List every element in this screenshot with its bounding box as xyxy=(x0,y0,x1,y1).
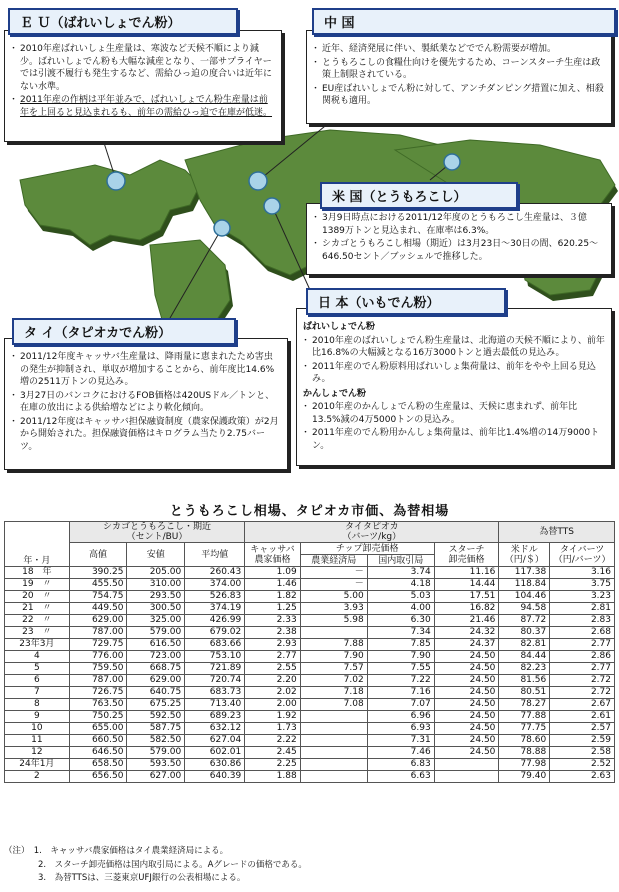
table-cell: 24.50 xyxy=(434,651,499,663)
table-cell: 723.00 xyxy=(127,651,185,663)
table-cell: 646.50 xyxy=(69,747,127,759)
table-row xyxy=(5,651,615,663)
table-cell: 117.38 xyxy=(499,567,550,579)
thai-box xyxy=(4,338,288,470)
table-cell: 660.50 xyxy=(69,735,127,747)
table-cell: 3.93 xyxy=(300,603,367,615)
table-cell: 7.90 xyxy=(300,651,367,663)
table-cell: 80.37 xyxy=(499,627,550,639)
table-cell: 293.50 xyxy=(127,591,185,603)
eu-item-1: ・ 2010年産ばれいしょ生産量は、寒波など天候不順により減少。ばれいしょでん粉も大幅な減産となり、一部サプライヤーでは引渡不履行も発生するなど、需給ひっ迫の度合いは近年にない水準。 xyxy=(11,43,275,93)
table-cell: 24.37 xyxy=(434,639,499,651)
japan-title: 日 本（いもでん粉） xyxy=(306,288,506,315)
th-baht: タイバーツ （円/バーツ） xyxy=(550,543,615,567)
table-cell: 675.25 xyxy=(127,699,185,711)
table-cell: 3.16 xyxy=(550,567,615,579)
table-cell: 7.16 xyxy=(367,687,434,699)
table-cell: 629.00 xyxy=(69,615,127,627)
table-cell: 683.66 xyxy=(185,639,245,651)
table-cell xyxy=(300,759,367,771)
table-cell: 3.23 xyxy=(550,591,615,603)
table-cell: 582.50 xyxy=(127,735,185,747)
table-row xyxy=(5,639,615,651)
table-cell: 118.84 xyxy=(499,579,550,591)
table-cell: 24.50 xyxy=(434,735,499,747)
table-cell: 579.00 xyxy=(127,627,185,639)
th-avg: 平均値 xyxy=(185,543,245,567)
row-label: 20 〃 xyxy=(5,591,70,603)
japan-sub-sweetpotato: かんしょでん粉 xyxy=(303,388,367,399)
table-cell: 82.81 xyxy=(499,639,550,651)
table-cell: 24.32 xyxy=(434,627,499,639)
table-cell: 2.77 xyxy=(550,639,615,651)
table-row xyxy=(5,579,615,591)
table-cell: 87.72 xyxy=(499,615,550,627)
table-cell: 2.86 xyxy=(550,651,615,663)
table-cell: 84.44 xyxy=(499,651,550,663)
eu-title: Ｅ Ｕ（ばれいしょでん粉） xyxy=(8,8,238,35)
table-cell: 78.60 xyxy=(499,735,550,747)
table-row xyxy=(5,567,615,579)
table-cell: 630.86 xyxy=(185,759,245,771)
table-cell xyxy=(300,735,367,747)
japan-marker xyxy=(264,198,280,214)
table-cell: 2.59 xyxy=(550,735,615,747)
table-cell: 1.25 xyxy=(245,603,300,615)
table-cell: 2.58 xyxy=(550,747,615,759)
table-row xyxy=(5,615,615,627)
europe-landmass xyxy=(20,160,200,245)
row-label: 5 xyxy=(5,663,70,675)
table-cell: 24.50 xyxy=(434,699,499,711)
japan-potato-item-1: ・ 2010年産のばれいしょでん粉生産量は、北海道の天候不順により、前年比16.8%の大幅減となる16万3000トンと過去最低の見込み。 xyxy=(303,335,605,360)
japan-sub-potato: ばれいしょでん粉 xyxy=(303,322,376,332)
table-cell: 2.55 xyxy=(245,663,300,675)
table-cell: 77.75 xyxy=(499,723,550,735)
table-cell: 77.88 xyxy=(499,711,550,723)
table-cell: 82.23 xyxy=(499,663,550,675)
china-item-2: ・ とうもろこしの食糧仕向けを優先するため、コーンスターチ生産は政策上制限されている。 xyxy=(313,57,605,82)
table-cell: 80.51 xyxy=(499,687,550,699)
table-cell: 754.75 xyxy=(69,591,127,603)
table-cell: 1.92 xyxy=(245,711,300,723)
table-cell: 2.45 xyxy=(245,747,300,759)
usa-item-1: ・ 3月9日時点における2011/12年度のとうもろこし生産量は、３億1389万トンと見込まれ、在庫率は6.3%。 xyxy=(313,212,605,237)
table-cell: － xyxy=(300,567,367,579)
row-label: 19 〃 xyxy=(5,579,70,591)
table-cell: 7.57 xyxy=(300,663,367,675)
table-cell: 5.98 xyxy=(300,615,367,627)
annual-rows xyxy=(5,567,615,639)
table-cell: 2.77 xyxy=(245,651,300,663)
table-cell: 2.68 xyxy=(550,627,615,639)
table-cell: 627.00 xyxy=(127,771,185,783)
china-item-3: ・ EU産ばれいしょでん粉に対して、アンチダンピング措置に加え、相殺関税も適用。 xyxy=(313,83,605,108)
table-cell: 679.02 xyxy=(185,627,245,639)
usa-marker xyxy=(444,154,460,170)
table-cell: 4.00 xyxy=(367,603,434,615)
table-cell: 7.18 xyxy=(300,687,367,699)
table-cell: 11.16 xyxy=(434,567,499,579)
thai-item-2: ・ 3月27日のバンコクにおけるFOB価格は420USドル／トンと、在庫の放出による供給増などにより軟化傾向。 xyxy=(11,390,281,415)
table-title: とうもろこし相場、タピオカ市価、為替相場 xyxy=(169,504,450,519)
table-cell: 205.00 xyxy=(127,567,185,579)
table-row xyxy=(5,687,615,699)
table-cell: 627.04 xyxy=(185,735,245,747)
table-cell: 640.75 xyxy=(127,687,185,699)
th-starch: スターチ 卸売価格 xyxy=(434,543,499,567)
table-cell xyxy=(300,711,367,723)
table-cell: 526.83 xyxy=(185,591,245,603)
table-cell: 374.00 xyxy=(185,579,245,591)
row-label: 11 xyxy=(5,735,70,747)
table-cell: 455.50 xyxy=(69,579,127,591)
table-cell: 616.50 xyxy=(127,639,185,651)
eu-marker xyxy=(107,172,125,190)
table-row xyxy=(5,675,615,687)
table-cell: 260.43 xyxy=(185,567,245,579)
table-row xyxy=(5,759,615,771)
table-cell: 2.00 xyxy=(245,699,300,711)
table-cell: 2.72 xyxy=(550,687,615,699)
table-cell: 325.00 xyxy=(127,615,185,627)
table-cell: 7.90 xyxy=(367,651,434,663)
thai-item-1: ・ 2011/12年度キャッサバ生産量は、降雨量に恵まれたため害虫の発生が抑制され、単収が増加することから、前年度比14.6%増の2511万トンの見込み。 xyxy=(11,351,281,389)
table-cell: 753.10 xyxy=(185,651,245,663)
row-label: 12 xyxy=(5,747,70,759)
table-cell: 24.50 xyxy=(434,747,499,759)
row-label: 22 〃 xyxy=(5,615,70,627)
table-cell xyxy=(300,723,367,735)
table-row xyxy=(5,663,615,675)
table-cell: 24.50 xyxy=(434,723,499,735)
table-cell: 24.50 xyxy=(434,711,499,723)
table-row xyxy=(5,723,615,735)
table-cell: 7.85 xyxy=(367,639,434,651)
table-cell: 3.74 xyxy=(367,567,434,579)
china-title: 中 国 xyxy=(312,8,616,35)
table-cell xyxy=(434,759,499,771)
table-cell xyxy=(300,747,367,759)
table-cell: 2.61 xyxy=(550,711,615,723)
table-row xyxy=(5,747,615,759)
table-cell: 2.33 xyxy=(245,615,300,627)
table-cell: 763.50 xyxy=(69,699,127,711)
table-cell: 374.19 xyxy=(185,603,245,615)
usa-item-2: ・ シカゴとうもろこし相場（期近）は3月23日～30日の間、620.25～646.50セント／ブッシェルで推移した。 xyxy=(313,238,605,263)
table-cell: 726.75 xyxy=(69,687,127,699)
row-label: 2 xyxy=(5,771,70,783)
table-cell: 24.50 xyxy=(434,663,499,675)
table-cell: 6.30 xyxy=(367,615,434,627)
table-cell: 77.98 xyxy=(499,759,550,771)
table-cell: 1.09 xyxy=(245,567,300,579)
th-chicago: シカゴとうもろこし・期近 （セント/BU） xyxy=(69,522,245,543)
thai-item-3: ・ 2011/12年度はキャッサバ担保融資制度（農家保護政策）が2月から開始された。担保融資価格はキログラム当たり2.75バーツ。 xyxy=(11,416,281,454)
table-cell: 7.34 xyxy=(367,627,434,639)
thai-title: タ イ（タピオカでん粉） xyxy=(12,318,236,345)
table-cell: 7.31 xyxy=(367,735,434,747)
table-row xyxy=(5,603,615,615)
table-cell: 579.00 xyxy=(127,747,185,759)
china-item-1: ・ 近年、経済発展に伴い、製紙業などででん粉需要が増加。 xyxy=(313,43,605,56)
table-cell: 2.93 xyxy=(245,639,300,651)
table-row xyxy=(5,591,615,603)
table-cell: 683.73 xyxy=(185,687,245,699)
table-row xyxy=(5,735,615,747)
eu-box xyxy=(4,30,282,142)
table-cell: 449.50 xyxy=(69,603,127,615)
china-marker xyxy=(249,172,267,190)
th-year-month: 年・月 xyxy=(5,522,70,567)
table-cell: 776.00 xyxy=(69,651,127,663)
row-label: 21 〃 xyxy=(5,603,70,615)
table-cell: 6.63 xyxy=(367,771,434,783)
table-cell: 1.88 xyxy=(245,771,300,783)
table-cell: 79.40 xyxy=(499,771,550,783)
row-label: 10 xyxy=(5,723,70,735)
note-2: 2. スターチ卸売価格は国内取引局による。Aグレードの価格である。 xyxy=(4,859,307,870)
table-cell: 629.00 xyxy=(127,675,185,687)
thai-marker xyxy=(214,220,230,236)
table-cell: 3.75 xyxy=(550,579,615,591)
table-cell: 1.73 xyxy=(245,723,300,735)
table-cell xyxy=(434,771,499,783)
table-cell: 16.82 xyxy=(434,603,499,615)
monthly-rows xyxy=(5,639,615,783)
row-label: 4 xyxy=(5,651,70,663)
table-cell: 7.22 xyxy=(367,675,434,687)
table-row xyxy=(5,711,615,723)
table-cell: 7.46 xyxy=(367,747,434,759)
table-cell: 81.56 xyxy=(499,675,550,687)
row-label: 9 xyxy=(5,711,70,723)
th-agri: 農業経済局 xyxy=(300,555,367,567)
table-cell: 7.88 xyxy=(300,639,367,651)
japan-potato-item-2: ・ 2011年産のでん粉原料用ばれいしょ集荷量は、前年をやや上回る見込み。 xyxy=(303,361,605,386)
table-cell: 426.99 xyxy=(185,615,245,627)
th-chip: チップ卸売価格 xyxy=(300,543,434,555)
th-tapioca: タイタピオカ （バーツ/kg） xyxy=(245,522,499,543)
th-high: 高値 xyxy=(69,543,127,567)
table-cell: 2.83 xyxy=(550,615,615,627)
table-cell: 602.01 xyxy=(185,747,245,759)
table-cell: 310.00 xyxy=(127,579,185,591)
table-cell: 7.02 xyxy=(300,675,367,687)
eu-item-2: ・ 2011年産の作柄は平年並みで、ばれいしょでん粉生産量は前年を上回ると見込まれるも、前年の需給ひっ迫で在庫が低迷。 xyxy=(11,94,275,119)
usa-box xyxy=(306,203,612,275)
table-cell: 78.88 xyxy=(499,747,550,759)
table-cell: 24.50 xyxy=(434,687,499,699)
table-cell: 632.12 xyxy=(185,723,245,735)
table-cell: 17.51 xyxy=(434,591,499,603)
table-cell: 729.75 xyxy=(69,639,127,651)
table-cell: 2.72 xyxy=(550,675,615,687)
th-usd: 米ドル （円/＄） xyxy=(499,543,550,567)
table-cell: 658.50 xyxy=(69,759,127,771)
table-cell: 300.50 xyxy=(127,603,185,615)
table-cell xyxy=(300,771,367,783)
table-cell: 655.00 xyxy=(69,723,127,735)
row-label: 7 xyxy=(5,687,70,699)
table-cell: 5.00 xyxy=(300,591,367,603)
table-cell: 14.44 xyxy=(434,579,499,591)
table-cell: 24.50 xyxy=(434,675,499,687)
table-cell: 2.22 xyxy=(245,735,300,747)
table-cell: 759.50 xyxy=(69,663,127,675)
table-cell: 787.00 xyxy=(69,627,127,639)
row-label: 23 〃 xyxy=(5,627,70,639)
th-cassava: キャッサバ 農家価格 xyxy=(245,543,300,567)
table-cell: 2.77 xyxy=(550,663,615,675)
japan-sweetpotato-item-2: ・ 2011年産のでん粉用かんしょ集荷量は、前年比1.4%増の14万9000トン。 xyxy=(303,427,605,452)
table-cell xyxy=(300,627,367,639)
th-low: 安値 xyxy=(127,543,185,567)
table-cell: 2.20 xyxy=(245,675,300,687)
table-cell: 7.55 xyxy=(367,663,434,675)
table-cell: 2.81 xyxy=(550,603,615,615)
table-cell: 640.39 xyxy=(185,771,245,783)
table-cell: 6.96 xyxy=(367,711,434,723)
table-cell: 4.18 xyxy=(367,579,434,591)
table-cell: 787.00 xyxy=(69,675,127,687)
table-cell: 2.67 xyxy=(550,699,615,711)
japan-box xyxy=(296,308,612,466)
table-cell: 2.63 xyxy=(550,771,615,783)
table-cell: 7.07 xyxy=(367,699,434,711)
table-cell: 6.83 xyxy=(367,759,434,771)
table-cell: － xyxy=(300,579,367,591)
note-3: 3. 為替TTSは、三菱東京UFJ銀行の公表相場による。 xyxy=(4,873,246,883)
table-cell: 390.25 xyxy=(69,567,127,579)
table-cell: 78.27 xyxy=(499,699,550,711)
table-cell: 6.93 xyxy=(367,723,434,735)
row-label: 24年1月 xyxy=(5,759,70,771)
table-cell: 5.03 xyxy=(367,591,434,603)
table-row xyxy=(5,627,615,639)
table-cell: 2.52 xyxy=(550,759,615,771)
china-box xyxy=(306,30,612,124)
table-row xyxy=(5,771,615,783)
table-cell: 587.75 xyxy=(127,723,185,735)
table-cell: 592.50 xyxy=(127,711,185,723)
note-1: （注） 1. キャッサバ農家価格はタイ農業経済局による。 xyxy=(4,846,229,856)
table-cell: 2.57 xyxy=(550,723,615,735)
price-table xyxy=(4,521,615,783)
table-cell: 2.25 xyxy=(245,759,300,771)
th-fx: 為替TTS xyxy=(499,522,615,543)
table-cell: 94.58 xyxy=(499,603,550,615)
table-cell: 721.89 xyxy=(185,663,245,675)
usa-title: 米 国（とうもろこし） xyxy=(320,182,518,209)
table-cell: 593.50 xyxy=(127,759,185,771)
table-cell: 1.46 xyxy=(245,579,300,591)
row-label: 8 xyxy=(5,699,70,711)
row-label: 18 年 xyxy=(5,567,70,579)
table-cell: 1.82 xyxy=(245,591,300,603)
table-cell: 689.23 xyxy=(185,711,245,723)
table-cell: 21.46 xyxy=(434,615,499,627)
table-cell: 713.40 xyxy=(185,699,245,711)
table-cell: 656.50 xyxy=(69,771,127,783)
table-cell: 104.46 xyxy=(499,591,550,603)
table-cell: 720.74 xyxy=(185,675,245,687)
table-cell: 750.25 xyxy=(69,711,127,723)
table-row xyxy=(5,699,615,711)
th-intl: 国内取引局 xyxy=(367,555,434,567)
japan-sweetpotato-item-1: ・ 2010年産のかんしょでん粉の生産量は、天候に恵まれず、前年比13.5%減の4万5000トンの見込み。 xyxy=(303,401,605,426)
table-cell: 668.75 xyxy=(127,663,185,675)
table-cell: 7.08 xyxy=(300,699,367,711)
row-label: 6 xyxy=(5,675,70,687)
table-cell: 2.38 xyxy=(245,627,300,639)
table-cell: 2.02 xyxy=(245,687,300,699)
row-label: 23年3月 xyxy=(5,639,70,651)
table-notes xyxy=(4,845,307,886)
